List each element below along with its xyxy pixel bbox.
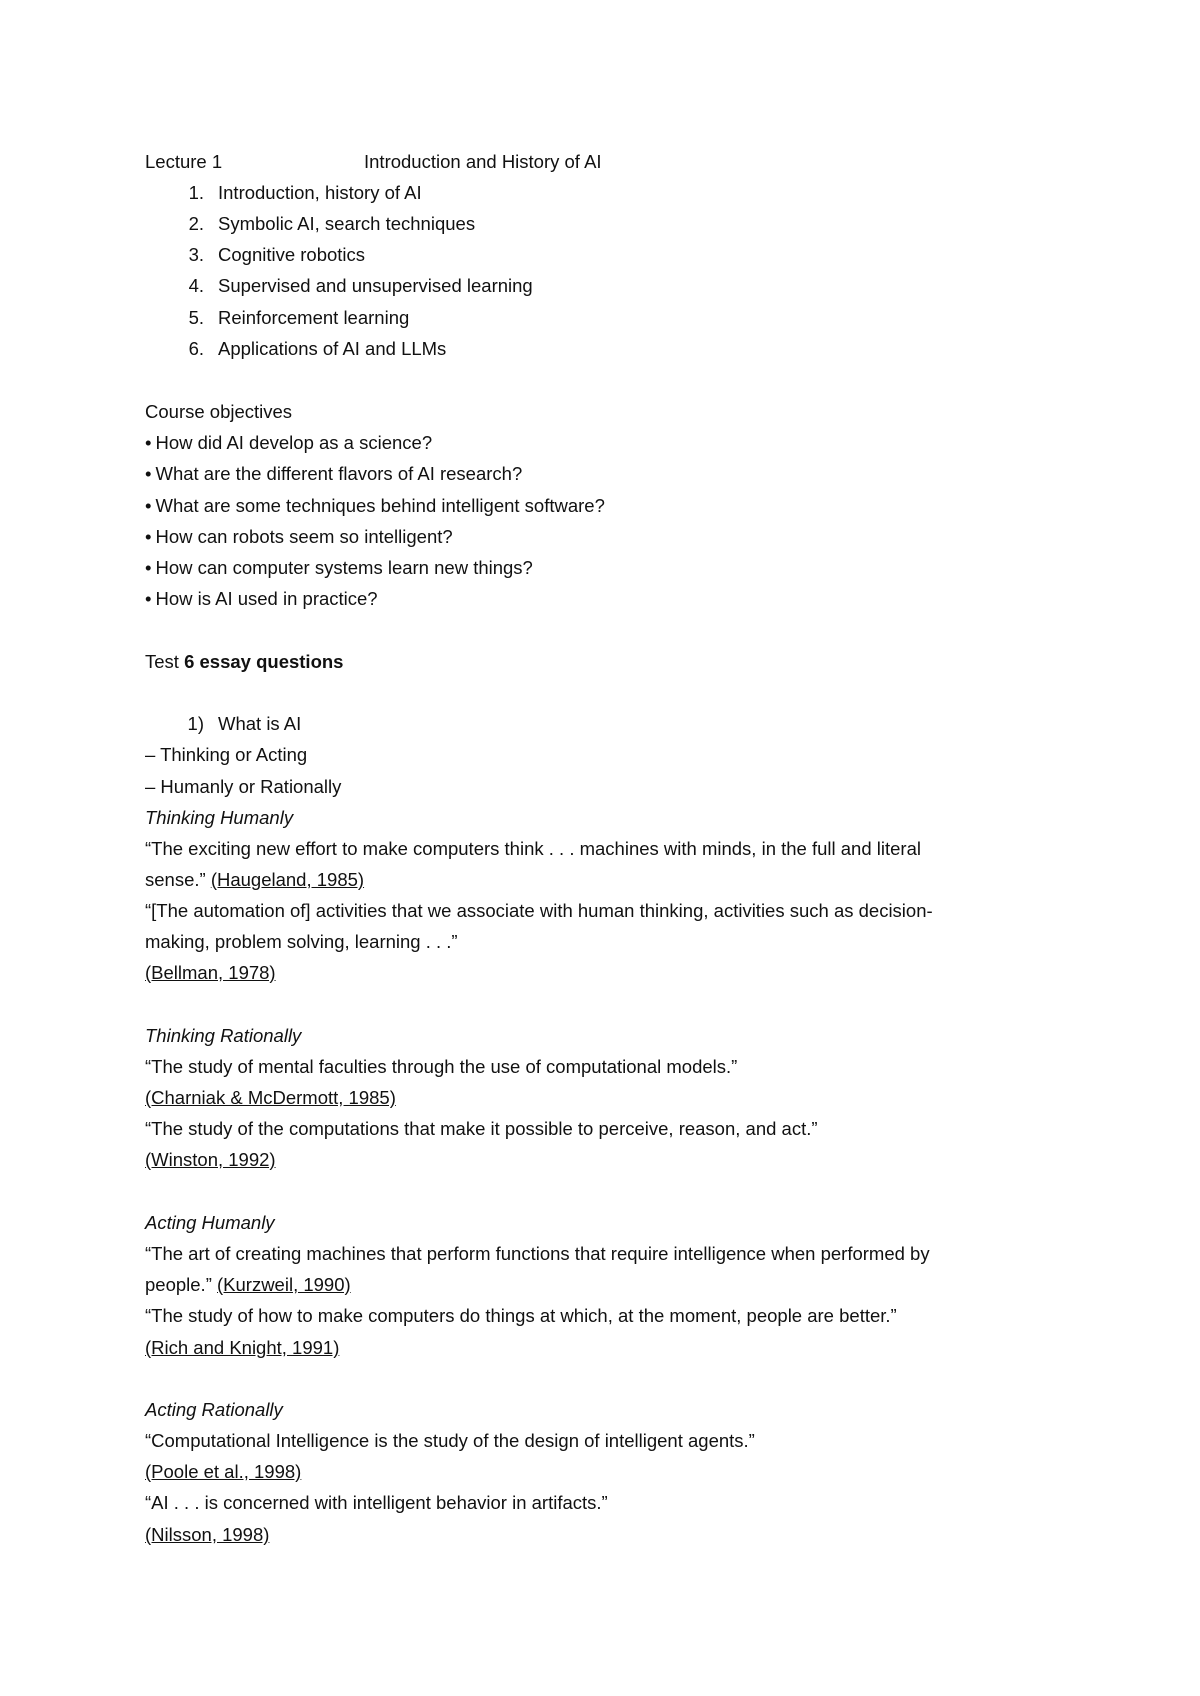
topic-item: Applications of AI and LLMs — [218, 338, 447, 359]
section-heading-acting-humanly: Acting Humanly — [145, 1212, 275, 1233]
quote-line — [145, 868, 364, 892]
objective-text: How did AI develop as a science? — [155, 432, 433, 453]
bullet: • — [145, 495, 152, 516]
bullet: • — [145, 526, 152, 547]
header-lecture: Lecture 1 — [145, 151, 223, 172]
objective-text: What are some techniques behind intelligent software? — [155, 495, 605, 516]
quote-line — [145, 1273, 351, 1297]
topic-number: 5. — [188, 307, 204, 328]
topic-number: 4. — [188, 275, 204, 296]
quote-line: “[The automation of] activities that we associate with human thinking, activities such as decision- — [145, 900, 933, 921]
objective-text: How can robots seem so intelligent? — [155, 526, 453, 547]
citation: (Nilsson, 1998) — [145, 1524, 270, 1545]
topic-item: Supervised and unsupervised learning — [218, 275, 533, 296]
topic-item: Cognitive robotics — [218, 244, 366, 265]
objective-text: How is AI used in practice? — [155, 588, 378, 609]
section-heading-thinking-humanly: Thinking Humanly — [145, 807, 294, 828]
quote-line: making, problem solving, learning . . .” — [145, 931, 458, 952]
citation: (Bellman, 1978) — [145, 962, 276, 983]
header-title: Introduction and History of AI — [364, 151, 602, 172]
quote-text: people.” — [145, 1274, 212, 1295]
quote-line: “The study of how to make computers do things at which, at the moment, people are better.” — [145, 1305, 897, 1326]
objective-text: What are the different flavors of AI research? — [155, 463, 523, 484]
quote-line: “The art of creating machines that perform functions that require intelligence when performed by — [145, 1243, 930, 1264]
objectives-heading: Course objectives — [145, 401, 293, 422]
list-item — [145, 431, 432, 455]
objective-text: How can computer systems learn new things? — [155, 557, 533, 578]
quote-text: sense.” — [145, 869, 206, 890]
dimension-line: – Humanly or Rationally — [145, 776, 342, 797]
quote-line: “The exciting new effort to make computers think . . . machines with minds, in the full and literal — [145, 838, 921, 859]
test-heading — [145, 650, 343, 674]
test-bold: 6 essay questions — [184, 651, 344, 672]
topic-number: 1. — [188, 182, 204, 203]
bullet: • — [145, 463, 152, 484]
quote-line: “The study of mental faculties through the use of computational models.” — [145, 1056, 738, 1077]
topic-item: Symbolic AI, search techniques — [218, 213, 476, 234]
list-item — [145, 556, 533, 580]
topic-item: Introduction, history of AI — [218, 182, 422, 203]
citation: (Winston, 1992) — [145, 1149, 276, 1170]
list-item — [145, 587, 378, 611]
citation: (Charniak & McDermott, 1985) — [145, 1087, 396, 1108]
quote-line: “AI . . . is concerned with intelligent behavior in artifacts.” — [145, 1492, 608, 1513]
list-item — [145, 525, 453, 549]
citation: (Poole et al., 1998) — [145, 1461, 302, 1482]
question-text: What is AI — [218, 713, 302, 734]
test-prefix: Test — [145, 651, 179, 672]
section-heading-thinking-rationally: Thinking Rationally — [145, 1025, 302, 1046]
bullet: • — [145, 588, 152, 609]
citation: (Haugeland, 1985) — [210, 869, 365, 890]
citation: (Rich and Knight, 1991) — [145, 1337, 340, 1358]
topic-number: 2. — [188, 213, 204, 234]
list-item — [145, 462, 522, 486]
topic-number: 6. — [188, 338, 204, 359]
quote-line: “Computational Intelligence is the study of the design of intelligent agents.” — [145, 1430, 755, 1451]
dimension-line: – Thinking or Acting — [145, 744, 308, 765]
topic-item: Reinforcement learning — [218, 307, 410, 328]
section-heading-acting-rationally: Acting Rationally — [145, 1399, 283, 1420]
citation: (Kurzweil, 1990) — [217, 1274, 351, 1295]
quote-line: “The study of the computations that make it possible to perceive, reason, and act.” — [145, 1118, 818, 1139]
topic-number: 3. — [188, 244, 204, 265]
list-item — [145, 494, 605, 518]
bullet: • — [145, 432, 152, 453]
question-number: 1) — [187, 713, 204, 734]
bullet: • — [145, 557, 152, 578]
